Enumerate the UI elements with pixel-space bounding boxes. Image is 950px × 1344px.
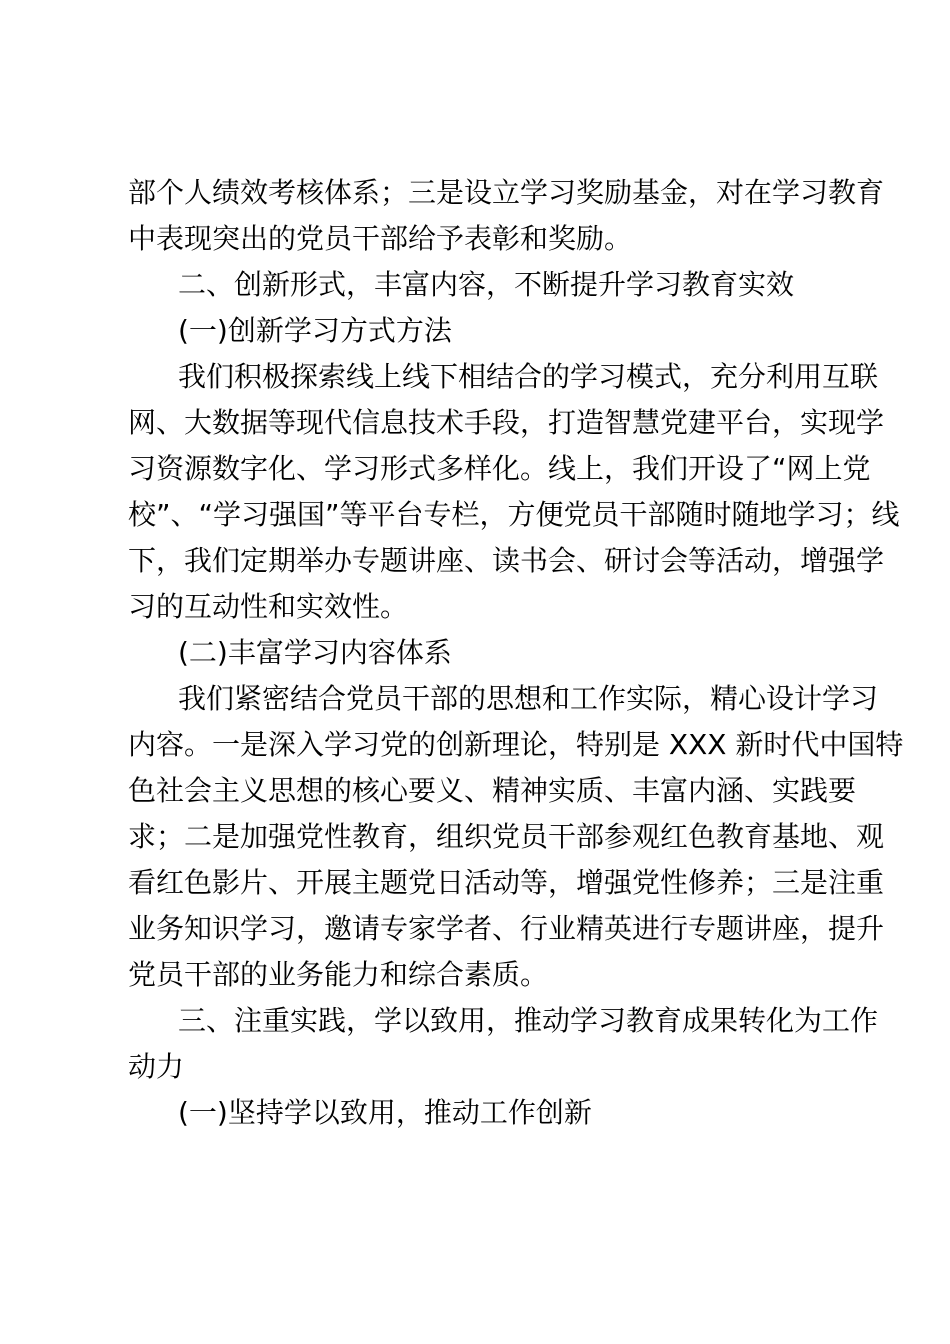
paragraph-line: 下，我们定期举办专题讲座、读书会、研讨会等活动，增强学 bbox=[128, 544, 885, 577]
subsection-heading: (一)坚持学以致用，推动工作创新 bbox=[178, 1096, 592, 1129]
section-heading-continuation: 动力 bbox=[128, 1050, 185, 1083]
subsection-heading: (二)丰富学习内容体系 bbox=[178, 636, 452, 669]
section-heading: 三、注重实践，学以致用，推动学习教育成果转化为工作 bbox=[178, 1004, 879, 1037]
paragraph-line: 中表现突出的党员干部给予表彰和奖励。 bbox=[128, 222, 633, 255]
paragraph-line: 看红色影片、开展主题党日活动等，增强党性修养；三是注重 bbox=[128, 866, 885, 899]
paragraph-line: 习资源数字化、学习形式多样化。线上，我们开设了“网上党 bbox=[128, 452, 871, 485]
paragraph-line: 部个人绩效考核体系；三是设立学习奖励基金，对在学习教育 bbox=[128, 176, 885, 209]
paragraph-line: 求；二是加强党性教育，组织党员干部参观红色教育基地、观 bbox=[128, 820, 885, 853]
paragraph-line: 我们积极探索线上线下相结合的学习模式，充分利用互联 bbox=[178, 360, 879, 393]
paragraph-line: 内容。一是深入学习党的创新理论，特别是 XXX 新时代中国特 bbox=[128, 728, 904, 761]
paragraph-line: 业务知识学习，邀请专家学者、行业精英进行专题讲座，提升 bbox=[128, 912, 885, 945]
section-heading: 二、创新形式，丰富内容，不断提升学习教育实效 bbox=[178, 268, 795, 301]
paragraph-line: 色社会主义思想的核心要义、精神实质、丰富内涵、实践要 bbox=[128, 774, 857, 807]
paragraph-line: 网、大数据等现代信息技术手段，打造智慧党建平台，实现学 bbox=[128, 406, 885, 439]
paragraph-line: 习的互动性和实效性。 bbox=[128, 590, 409, 623]
paragraph-line: 党员干部的业务能力和综合素质。 bbox=[128, 958, 549, 991]
subsection-heading: (一)创新学习方式方法 bbox=[178, 314, 452, 347]
paragraph-line: 我们紧密结合党员干部的思想和工作实际，精心设计学习 bbox=[178, 682, 879, 715]
paragraph-line: 校”、“学习强国”等平台专栏，方便党员干部随时随地学习；线 bbox=[128, 498, 900, 531]
